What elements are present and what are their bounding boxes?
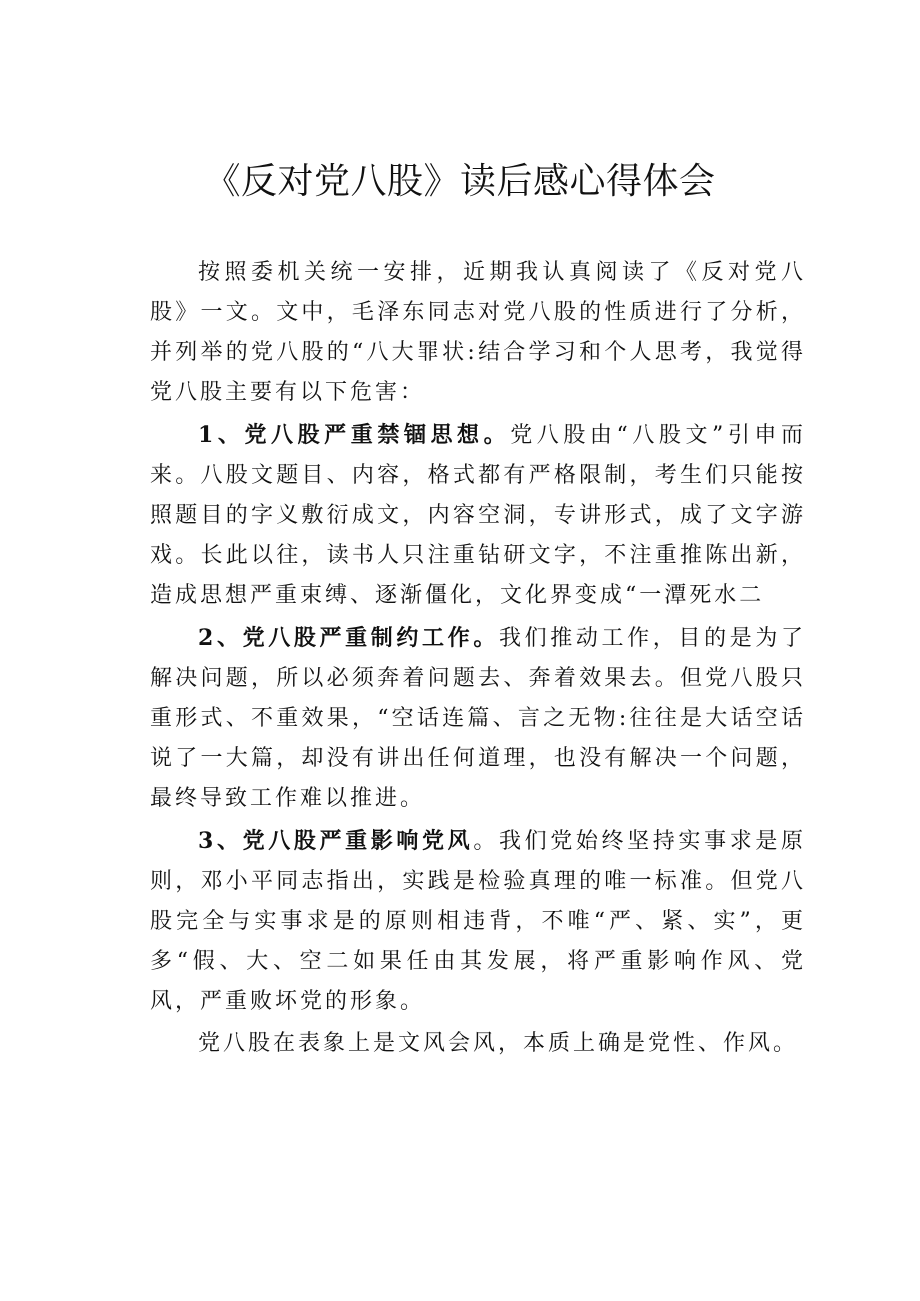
paragraph-text: 党八股在表象上是文风会风，本质上确是党性、作风。 [198,1031,799,1056]
paragraph-conclusion [150,1024,806,1064]
paragraph-point-3 [150,821,806,1022]
paragraph-text: 按照委机关统一安排，近期我认真阅读了《反对党八股》一文。文中，毛泽东同志对党八股的性质进行了分析，并列举的党八股的“八大罪状:结合学习和个人思考，我觉得党八股主要有以下危害： [150,260,806,405]
paragraph-text: 我们推动工作，目的是为了解决问题，所以必须奔着问题去、奔着效果去。但党八股只重形式、不重效果，“空话连篇、言之无物:往往是大话空话说了一大篇，却没有讲出任何道理，也没有解决一个问题，最终导致工作难以推进。 [150,626,806,811]
paragraph-text: 党八股由“八股文”引申而来。八股文题目、内容，格式都有严格限制，考生们只能按照题目的字义敷衍成文，内容空洞，专讲形式，成了文字游戏。长此以往，读书人只注重钻研文字，不注重推陈出新，造成思想严重束缚、逐渐僵化，文化界变成“一潭死水二 [150,423,807,608]
paragraph-point-1 [150,415,806,616]
paragraph-heading: 3、党八股严重影响党风 [198,828,474,854]
paragraph-heading: 1、党八股严重禁锢思想。 [198,422,511,448]
paragraph-heading: 2、党八股严重制约工作。 [198,625,499,651]
paragraph-intro [150,253,806,413]
paragraph-point-2 [150,618,806,819]
document-body [150,253,806,1066]
document-title: 《反对党八股》读后感心得体会 [204,161,716,202]
paragraph-text: 。我们党始终坚持实事求是原则，邓小平同志指出，实践是检验真理的唯一标准。但党八股完全与实事求是的原则相违背，不唯“严、紧、实”，更多“假、大、空二如果任由其发展，将严重影响作风、党风，严重败坏党的形象。 [150,829,806,1014]
